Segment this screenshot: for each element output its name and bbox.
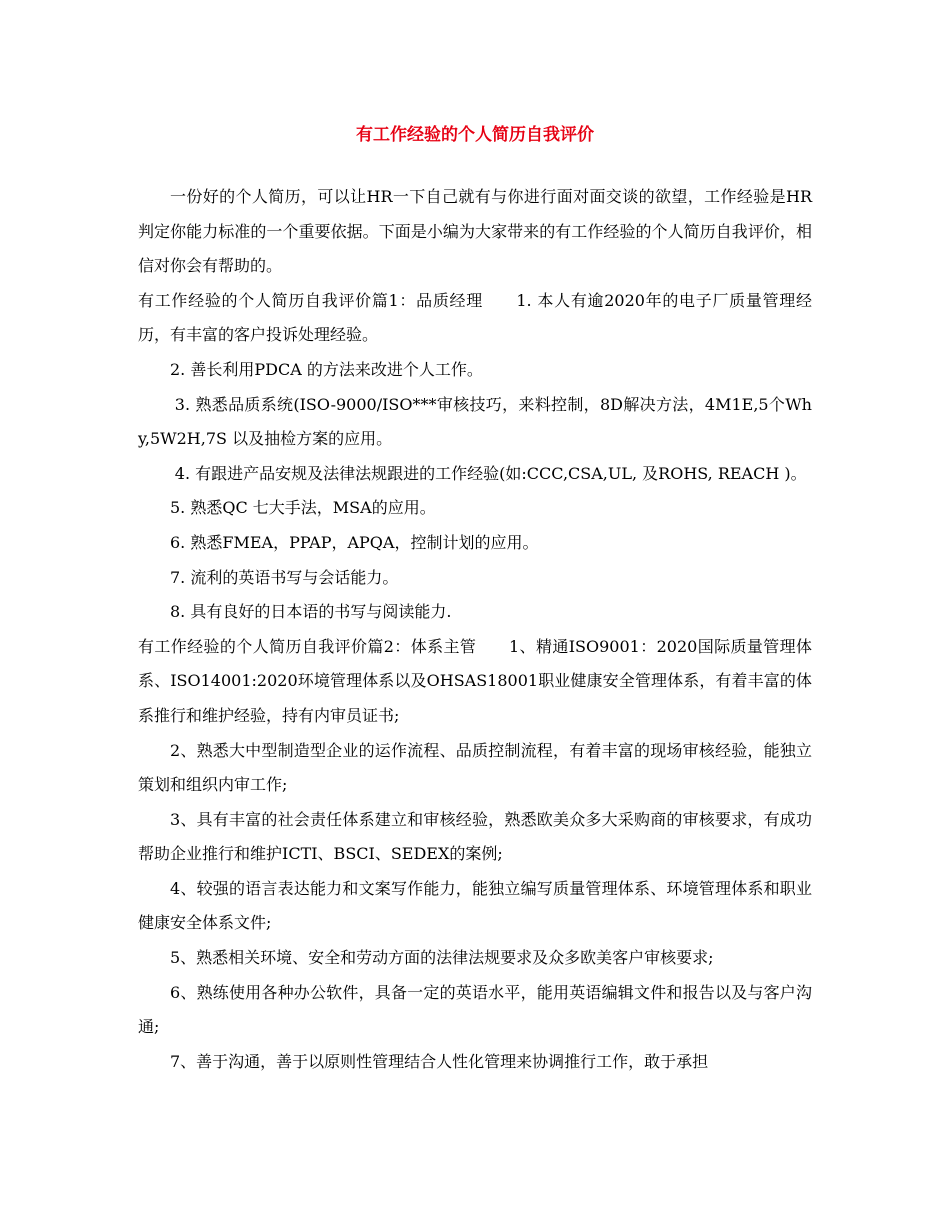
document-title: 有工作经验的个人简历自我评价: [356, 125, 594, 145]
list-item: 5. 熟悉QC 七大手法，MSA的应用。: [170, 498, 436, 518]
section-2-heading-paragraph: 有工作经验的个人简历自我评价篇2：体系主管 1、精通ISO9001：2020国际质量管理体系、ISO14001:2020环境管理体系以及OHSAS18001职业健康安全管理体系，有着丰富的体系推行和维护经验，持有内审员证书;: [138, 636, 812, 725]
list-item: 6、熟练使用各种办公软件，具备一定的英语水平，能用英语编辑文件和报告以及与客户沟通;: [138, 982, 812, 1037]
list-item: 2、熟悉大中型制造型企业的运作流程、品质控制流程，有着丰富的现场审核经验，能独立策划和组织内审工作;: [138, 740, 812, 795]
list-item: 4. 有跟进产品安规及法律法规跟进的工作经验(如:CCC,CSA,UL, 及ROHS, REACH )。: [174, 463, 807, 483]
list-item: 6. 熟悉FMEA，PPAP，APQA，控制计划的应用。: [170, 532, 539, 552]
list-item: 7、善于沟通，善于以原则性管理结合人性化管理来协调推行工作，敢于承担: [170, 1051, 709, 1071]
section-1-heading-paragraph: 有工作经验的个人简历自我评价篇1：品质经理 1. 本人有逾2020年的电子厂质量管理经历，有丰富的客户投诉处理经验。: [138, 290, 812, 345]
list-item: 7. 流利的英语书写与会话能力。: [170, 567, 399, 587]
list-item: 3. 熟悉品质系统(ISO-9000/ISO***审核技巧，来料控制，8D解决方法，4M1E,5个Why,5W2H,7S 以及抽检方案的应用。: [138, 394, 812, 449]
list-item: 4、较强的语言表达能力和文案写作能力，能独立编写质量管理体系、环境管理体系和职业健康安全体系文件;: [138, 878, 812, 933]
list-item: 3、具有丰富的社会责任体系建立和审核经验，熟悉欧美众多大采购商的审核要求，有成功帮助企业推行和维护ICTI、BSCI、SEDEX的案例;: [138, 809, 812, 864]
list-item: 8. 具有良好的日本语的书写与阅读能力.: [170, 602, 452, 622]
list-item: 5、熟悉相关环境、安全和劳动方面的法律法规要求及众多欧美客户审核要求;: [170, 948, 714, 968]
document-body: [138, 180, 812, 1079]
list-item: 2. 善长利用PDCA 的方法来改进个人工作。: [170, 359, 483, 379]
intro-paragraph: 一份好的个人简历，可以让HR一下自己就有与你进行面对面交谈的欲望，工作经验是HR判定你能力标准的一个重要依据。下面是小编为大家带来的有工作经验的个人简历自我评价，相信对你会有帮助的。: [138, 187, 812, 276]
